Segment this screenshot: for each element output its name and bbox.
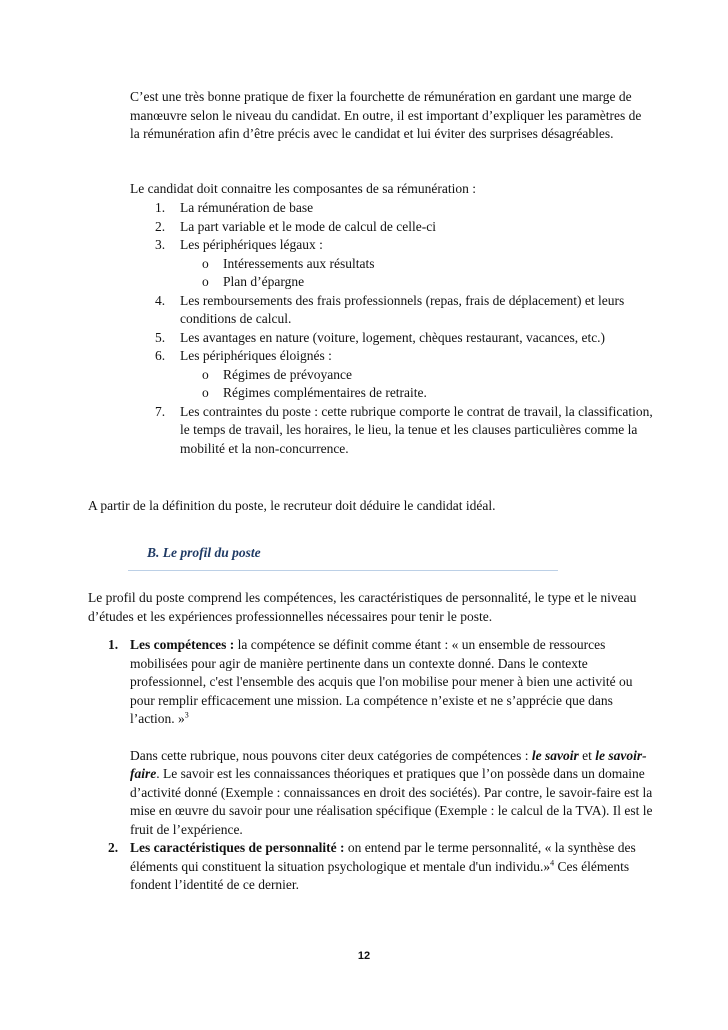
profile-criteria-list [108, 636, 653, 895]
intro-text: C’est une très bonne pratique de fixer la fourchette de rémunération en gardant une marge de manœuvre selon le niveau du candidat. En outre, il est important d’expliquer les paramètres de la rémunération afin d’être précis avec le candidat et lui éviter des surprises désagréables. [130, 89, 642, 141]
competences-definition: Les compétences : la compétence se définit comme étant : « un ensemble de ressources mobilisées pour agir de manière pertinente dans un contexte donné. Dans le contexte professionnel, c'est l'ensemble des acquis que l'on mobilise pour mener à bien une activité ou pour remplir efficacement une mission. La compétence n’existe et ne s’apprécie que dans l’action. »$^3$ [130, 637, 633, 726]
section-heading-b: B. Le profil du poste [147, 545, 261, 560]
profil-paragraph [88, 589, 653, 626]
definition-text: A partir de la définition du poste, le recruteur doit déduire le candidat idéal. [88, 498, 496, 513]
page-number: 12 [357, 950, 371, 962]
footnote-ref: 4 [550, 858, 555, 867]
intro-paragraph [130, 88, 650, 144]
sub-list-item: o Régimes complémentaires de retraite. [180, 384, 655, 403]
sub-list [180, 366, 655, 403]
circle-bullet-icon: o [202, 366, 209, 382]
list-item-personnalite: 2. Les caractéristiques de personnalité : on entend par le terme personnalité, « la synthèse des éléments qui constituent la situation psychologique et mentale d'un individu.»$^4$ Ces éléments fondent l’identité de ce dernier. [108, 839, 653, 895]
components-intro-text: Le candidat doit connaitre les composantes de sa rémunération : [130, 181, 477, 196]
circle-bullet-icon: o [202, 385, 209, 400]
list-item: 7. Les contraintes du poste : cette rubrique comporte le contrat de travail, la classification, le temps de travail, les horaires, le lieu, la tenue et les clauses particulières comme la mobilité et la non-concurrence. [155, 403, 653, 456]
list-item: 2. La part variable et le mode de calcul de celle-ci [155, 218, 436, 234]
list-item: 4. Les remboursements des frais professionnels (repas, frais de déplacement) et leurs conditions de calcul. [155, 292, 625, 326]
heading-underline [128, 570, 558, 571]
list-item: 3. Les périphériques légaux : o Intéressements aux résultats o Plan d’épargne [155, 236, 655, 292]
sub-list-item: o Plan d’épargne [180, 273, 655, 292]
definition-paragraph [88, 497, 648, 516]
remuneration-components-list [155, 199, 655, 458]
list-item: 5. Les avantages en nature (voiture, logement, chèques restaurant, vacances, etc.) [155, 329, 606, 345]
personnalite-definition: Les caractéristiques de personnalité : on entend par le terme personnalité, « la synthèse des éléments qui constituent la situation psychologique et mentale d'un individu.»$^4$ Ces éléments fondent l’identité de ce dernier. [130, 840, 636, 892]
circle-bullet-icon: o [202, 255, 209, 271]
list-item-competences: 1. Les compétences : la compétence se définit comme étant : « un ensemble de ressources mobilisées pour agir de manière pertinente dans un contexte donné. Dans le contexte professionnel, c'est l'ensemble des acquis que l'on mobilise pour mener à bien une activité ou pour remplir efficacement une mission. La compétence n’existe et ne s’apprécie que dans l’action. »$^3$ Dans cette rubrique, nous pouvons citer deux catégories de compétences : le savoir et le savoir-faire. Le savoir est les connaissances théoriques et pratiques que l’on possède dans un domaine d’activité donné (Exemple : connaissances en droit des sociétés). Par contre, le savoir-faire est la mise en œuvre du savoir pour une réalisation spécifique (Exemple : le calcul de la TVA). Il est le fruit de l’expérience. [108, 636, 653, 839]
list-item: 6. Les périphériques éloignés : o Régimes de prévoyance o Régimes complémentaires de retraite. [155, 347, 655, 403]
footnote-ref: 3 [184, 710, 189, 720]
sub-list [180, 255, 655, 292]
profil-text: Le profil du poste comprend les compétences, les caractéristiques de personnalité, le type et le niveau d’études et les expériences professionnelles nécessaires pour tenir le poste. [88, 590, 637, 624]
competences-categories: Dans cette rubrique, nous pouvons citer deux catégories de compétences : le savoir et le savoir-faire. Le savoir est les connaissances théoriques et pratiques que l’on possède dans un domaine d’activité donné (Exemple : connaissances en droit des sociétés). Par contre, le savoir-faire est la mise en œuvre du savoir pour une réalisation spécifique (Exemple : le calcul de la TVA). Il est le fruit de l’expérience. [130, 747, 653, 837]
sub-list-item: o Intéressements aux résultats [180, 255, 655, 274]
sub-list-item: o Régimes de prévoyance [180, 366, 655, 385]
list-item: 1. La rémunération de base [155, 200, 314, 215]
components-intro [130, 180, 650, 199]
circle-bullet-icon: o [202, 274, 209, 289]
